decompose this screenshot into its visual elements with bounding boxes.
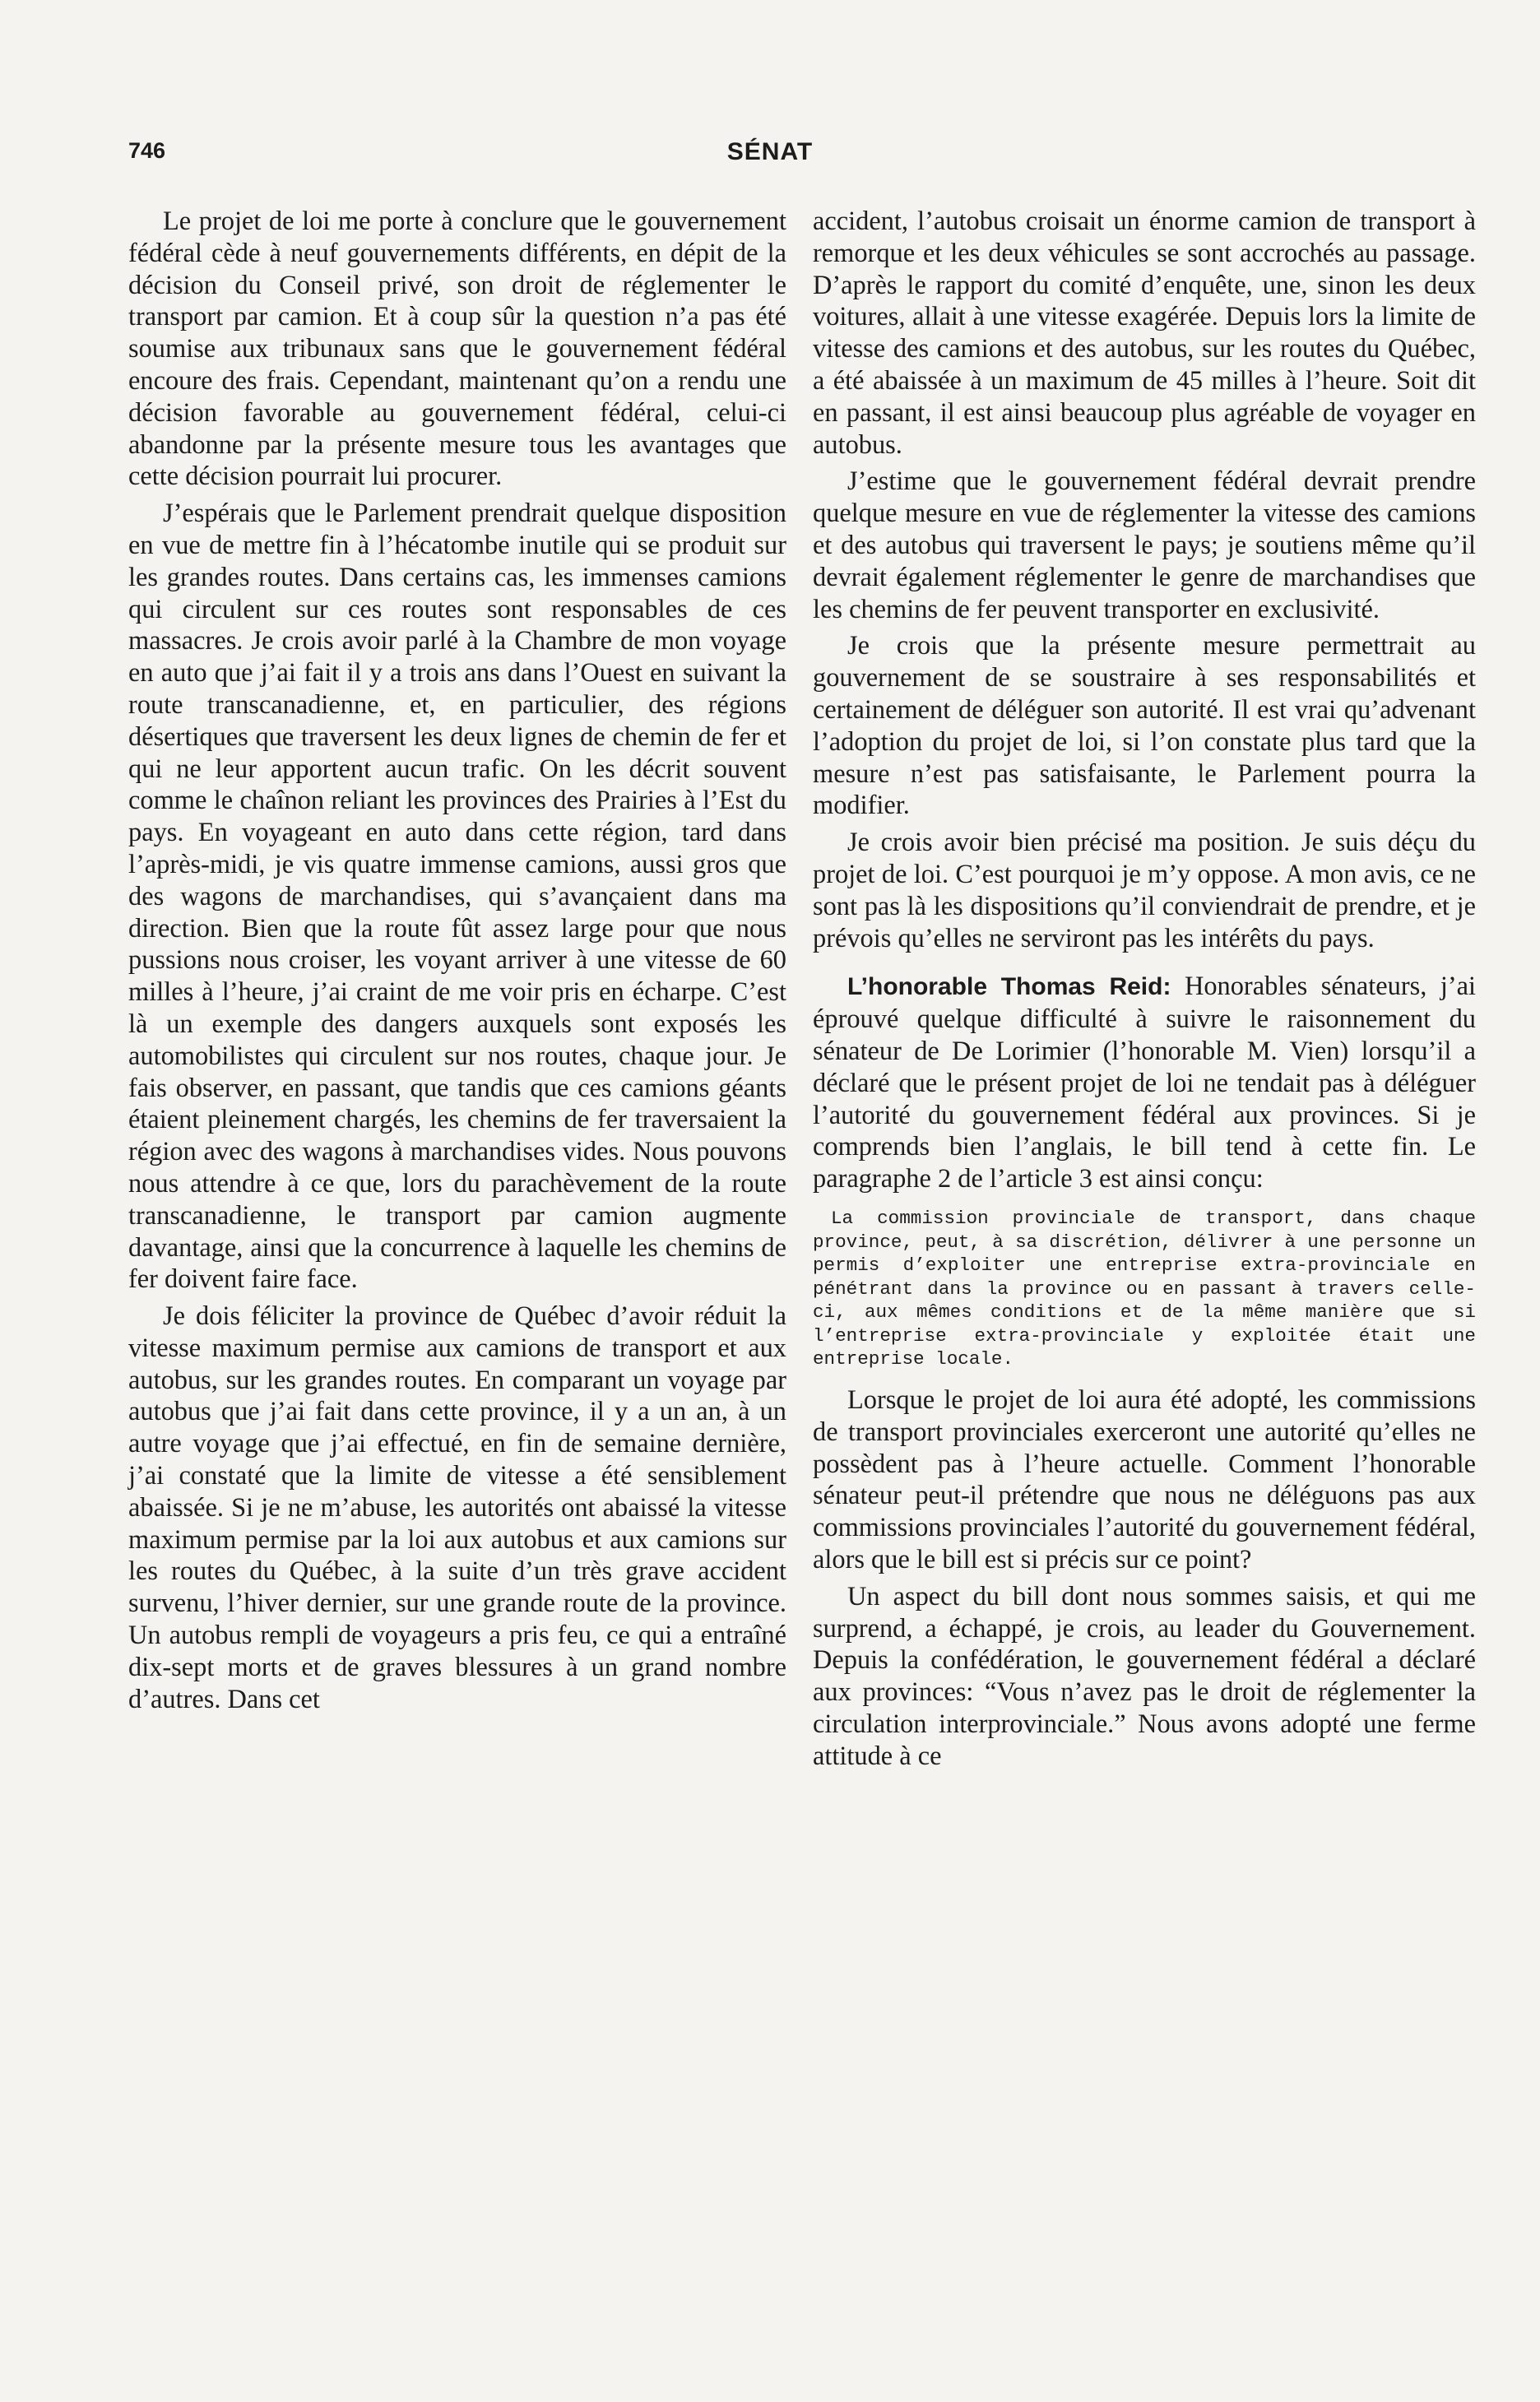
speaker-paragraph: [813, 971, 1476, 1195]
paragraph: Le projet de loi me porte à conclure que le gouvernement fédéral cède à neuf gouvernements différents, en dépit de la décision du Conseil privé, son droit de réglementer le transport par camion. Et à coup sûr la question n’a pas été soumise aux tribunaux sans que le gouvernement fédéral encoure des frais. Cependant, maintenant qu’on a rendu une décision favorable au gouvernement fédéral, celui-ci abandonne par la présente mesure tous les avantages que cette décision pourrait lui procurer.: [128, 206, 786, 492]
page-header: [128, 138, 1412, 174]
paragraph: J’estime que le gouvernement fédéral devrait prendre quelque mesure en vue de réglementer la vitesse des camions et des autobus qui traversent le pays; je soutiens même qu’il devrait également réglementer le genre de marchandises que les chemins de fer peuvent transporter en exclusivité.: [813, 466, 1476, 624]
speaker-name: L’honorable Thomas Reid:: [847, 973, 1171, 1001]
paragraph: Je crois avoir bien précisé ma position. Je suis déçu du projet de loi. C’est pourquoi je m’y oppose. A mon avis, ce ne sont pas là les dispositions qu’il conviendrait de prendre, et je prévois qu’elles ne serviront pas les intérêts du pays.: [813, 828, 1476, 953]
paragraph: Un aspect du bill dont nous sommes saisis, et qui me surprend, a échappé, je crois, au leader du Gouvernement. Depuis la confédération, le gouvernement fédéral a déclaré aux provinces: “Vous n’avez pas le droit de réglementer la circulation interprovinciale.” Nous avons adopté une ferme attitude à ce: [813, 1581, 1476, 1771]
running-title: SÉNAT: [726, 138, 814, 165]
page-number: 746: [128, 138, 166, 163]
paragraph: Je dois féliciter la province de Québec d’avoir réduit la vitesse maximum permise aux camions de transport et aux autobus, sur les grandes routes. En comparant un voyage par autobus que j’ai fait dans cette province, il y a un an, à un autre voyage que j’ai effectué, en fin de semaine dernière, j’ai constaté que la limite de vitesse a été sensiblement abaissée. Si je ne m’abuse, les autorités ont abaissé la vitesse maximum permise par la loi aux autobus et aux camions sur les routes du Québec, à la suite d’un très grave accident survenu, l’hiver dernier, sur une grande route de la province. Un autobus rempli de voyageurs a pris feu, ce qui a entraîné dix-sept morts et de graves blessures à un grand nombre d’autres. Dans cet: [128, 1301, 786, 1714]
paragraph: J’espérais que le Parlement prendrait quelque disposition en vue de mettre fin à l’hécatombe inutile qui se produit sur les grandes routes. Dans certains cas, les immenses camions qui circulent sur ces routes sont responsables de ces massacres. Je crois avoir parlé à la Chambre de mon voyage en auto que j’ai fait il y a trois ans dans l’Ouest en suivant la route transcanadienne, et, en particulier, des régions désertiques que traversent les deux lignes de chemin de fer et qui ne leur apportent aucun trafic. On les décrit souvent comme le chaînon reliant les provinces des Prairies à l’Est du pays. En voyageant en auto dans cette région, tard dans l’après-midi, je vis quatre immense camions, aussi gros que des wagons de marchandises, qui s’avançaient dans ma direction. Bien que la route fût assez large pour que nous pussions nous croiser, les voyant arriver à une vitesse de 60 milles à l’heure, j’ai craint de me voir pris en écharpe. C’est là un exemple des dangers auxquels sont exposés les automobilistes qui circulent sur nos routes, chaque jour. Je fais observer, en passant, que tandis que ces camions géants étaient pleinement chargés, les chemins de fer traversaient la région avec des wagons à marchandises vides. Nous pouvons nous attendre à ce que, lors du parachèvement de la route transcanadienne, le transport par camion augmente davantage, ainsi que la concurrence à laquelle les chemins de fer doivent faire face.: [128, 498, 786, 1295]
left-column: [128, 206, 786, 1720]
right-column: [813, 206, 1476, 1778]
paragraph: Je crois que la présente mesure permettrait au gouvernement de se soustraire à ses responsabilités et certainement de déléguer son autorité. Il est vrai qu’advenant l’adoption du projet de loi, si l’on constate plus tard que la mesure n’est pas satisfaisante, le Parlement pourra la modifier.: [813, 631, 1476, 821]
speaker-text: Honorables sénateurs, j’ai éprouvé quelque difficulté à suivre le raisonnement du sénateur de De Lorimier (l’honorable M. Vien) lorsqu’il a déclaré que le présent projet de loi ne tendait pas à déléguer l’autorité du gouvernement fédéral aux provinces. Si je comprends bien l’anglais, le bill tend à cette fin. Le paragraphe 2 de l’article 3 est ainsi conçu:: [813, 971, 1476, 1194]
quoted-legislation: La commission provinciale de transport, dans chaque province, peut, à sa discrétion, délivrer à une personne un permis d’exploiter une entreprise extra-provinciale en pénétrant dans la province ou en passant à travers celle-ci, aux mêmes conditions et de la même manière que si l’entreprise extra-provinciale y exploitée était une entreprise locale.: [813, 1207, 1476, 1370]
paragraph: Lorsque le projet de loi aura été adopté, les commissions de transport provinciales exerceront une autorité qu’elles ne possèdent pas à l’heure actuelle. Comment l’honorable sénateur peut-il prétendre que nous ne déléguons pas aux commissions provinciales l’autorité du gouvernement fédéral, alors que le bill est si précis sur ce point?: [813, 1385, 1476, 1575]
paragraph-continuation: accident, l’autobus croisait un énorme camion de transport à remorque et les deux véhicules se sont accrochés au passage. D’après le rapport du comité d’enquête, une, sinon les deux voitures, allait à une vitesse exagérée. Depuis lors la limite de vitesse des camions et des autobus, sur les routes du Québec, a été abaissée à un maximum de 45 milles à l’heure. Soit dit en passant, il est ainsi beaucoup plus agréable de voyager en autobus.: [813, 206, 1476, 460]
